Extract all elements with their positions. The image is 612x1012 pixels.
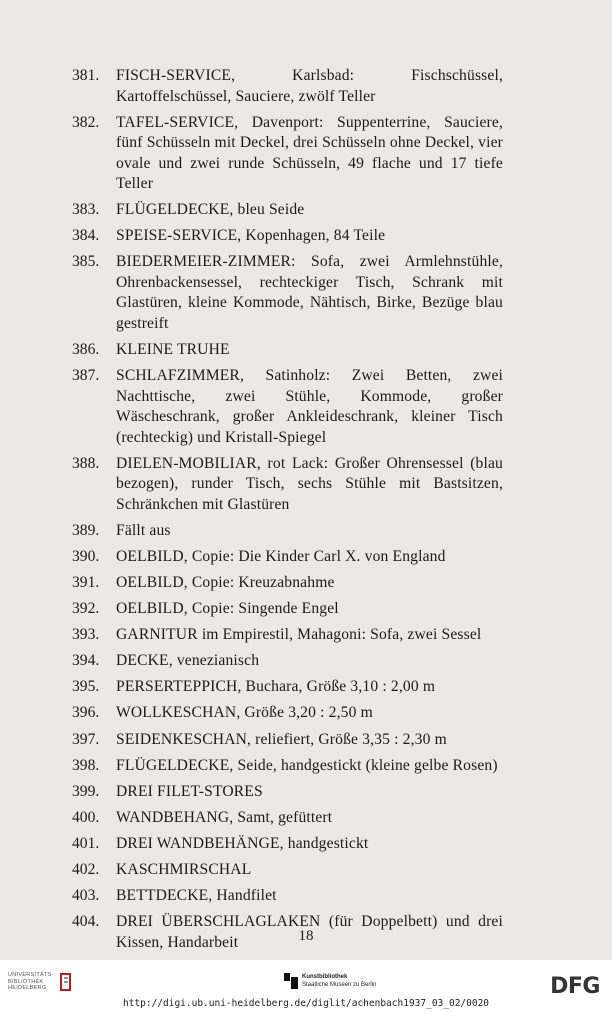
catalog-entry	[0, 200, 612, 221]
catalog-entry	[0, 521, 612, 542]
catalog-entry	[0, 547, 612, 568]
catalog-entry	[0, 625, 612, 646]
catalog-entry	[0, 886, 612, 907]
entry-number: 401.	[72, 834, 100, 852]
entry-description: SCHLAFZIMMER, Satinholz: Zwei Betten, zwei Nachttische, zwei Stühle, Kommode, großer Wäscheschrank, großer Ankleideschrank, kleiner Tisch (rechteckig) und Kristall-Spiegel	[116, 367, 503, 446]
entry-number: 385.	[72, 253, 100, 271]
entry-number: 389.	[72, 521, 100, 539]
page-number: 18	[298, 928, 314, 944]
entry-description: DREI FILET-STORES	[116, 782, 263, 800]
entry-description: SPEISE-SERVICE, Kopenhagen, 84 Teile	[116, 227, 386, 245]
entry-number: 404.	[72, 913, 100, 931]
university-logo-line2: BIBLIOTHEK	[8, 978, 44, 985]
entry-number: 402.	[72, 860, 100, 878]
entry-description: FLÜGELDECKE, Seide, handgestickt (kleine gelbe Rosen)	[116, 756, 498, 774]
entry-description: OELBILD, Copie: Die Kinder Carl X. von England	[116, 547, 446, 565]
entry-description: SEIDENKESCHAN, reliefiert, Größe 3,35 : 2,30 m	[116, 730, 447, 748]
catalog-entry	[0, 860, 612, 881]
entry-description: GARNITUR im Empirestil, Mahagoni: Sofa, zwei Sessel	[116, 626, 482, 644]
catalog-entry	[0, 252, 612, 334]
entry-description: WANDBEHANG, Samt, gefüttert	[116, 808, 333, 826]
entry-number: 397.	[72, 730, 100, 748]
entry-number: 390.	[72, 547, 100, 565]
catalog-entry	[0, 651, 612, 672]
entry-number: 395.	[72, 678, 100, 696]
catalog-entry	[0, 340, 612, 361]
entry-description: KLEINE TRUHE	[116, 340, 230, 358]
catalog-entry	[0, 113, 612, 195]
university-logo-line1: UNIVERSITÄTS-	[8, 972, 54, 978]
kunstbibliothek-mark-icon	[284, 973, 298, 989]
entry-description: DREI ÜBERSCHLAGLAKEN (für Doppelbett) und drei Kissen, Handarbeit	[116, 913, 503, 951]
entry-number: 400.	[72, 808, 100, 826]
entry-description: Fällt aus	[116, 521, 171, 539]
catalog-entry	[0, 703, 612, 724]
catalog-entry	[0, 834, 612, 855]
viewer-footer	[0, 960, 612, 1012]
entry-description: PERSERTEPPICH, Buchara, Größe 3,10 : 2,00 m	[116, 678, 436, 696]
catalog-entry	[0, 782, 612, 803]
entry-number: 383.	[72, 201, 100, 219]
university-library-logo[interactable]	[8, 972, 54, 992]
catalog-entry	[0, 677, 612, 698]
entry-number: 381.	[72, 67, 100, 84]
entry-number: 394.	[72, 652, 100, 670]
entry-number: 382.	[72, 113, 100, 131]
university-logo-line3: HEIDELBERG	[8, 985, 47, 991]
entry-number: 391.	[72, 573, 100, 591]
entry-description: BIEDERMEIER-ZIMMER: Sofa, zwei Armlehnstühle, Ohrenbackensessel, rechteckiger Tisch, Schrank mit Glastüren, kleine Kommode, Nähtisch, Birke, Bezüge blau gestreift	[116, 253, 503, 332]
entry-number: 393.	[72, 626, 100, 644]
entry-number: 396.	[72, 704, 100, 722]
entry-description: OELBILD, Copie: Kreuzabnahme	[116, 573, 335, 591]
entry-number: 388.	[72, 454, 100, 472]
kunstbibliothek-name: Kunstbibliothek	[302, 974, 348, 980]
entry-number: 392.	[72, 600, 100, 618]
entry-number: 398.	[72, 756, 100, 774]
dfg-logo[interactable]: DFG	[550, 974, 600, 999]
catalog-entry	[0, 756, 612, 777]
entry-description: DECKE, venezianisch	[116, 652, 260, 670]
catalog-entry	[0, 599, 612, 620]
catalog-entry-list	[0, 66, 612, 959]
catalog-entry	[0, 730, 612, 751]
entry-number: 387.	[72, 367, 100, 385]
permalink-url[interactable]: http://digi.ub.uni-heidelberg.de/diglit/achenbach1937_03_02/0020	[122, 998, 490, 1009]
entry-number: 384.	[72, 227, 100, 245]
entry-description: DIELEN-MOBILIAR, rot Lack: Großer Ohrensessel (blau bezogen), runder Tisch, sechs Stühle mit Bastsitzen, Schränkchen mit Glastüren	[116, 454, 503, 513]
entry-description: FISCH-SERVICE, Karlsbad: Fischschüssel, Kartoffelschüssel, Sauciere, zwölf Teller	[116, 67, 503, 105]
kunstbibliothek-logo[interactable]	[284, 973, 376, 989]
entry-description: TAFEL-SERVICE, Davenport: Suppenterrine, Sauciere, fünf Schüsseln mit Deckel, drei Schüsseln ohne Deckel, vier ovale und zwei runde Schüsseln, 49 flache und 17 tiefe Teller	[116, 113, 503, 193]
catalog-entry	[0, 573, 612, 594]
entry-description: DREI WANDBEHÄNGE, handgestickt	[116, 834, 369, 852]
entry-description: KASCHMIRSCHAL	[116, 860, 252, 878]
catalog-entry	[0, 66, 612, 107]
catalog-entry	[0, 808, 612, 829]
entry-description: FLÜGELDECKE, bleu Seide	[116, 201, 305, 219]
kunstbibliothek-subtitle: Staatliche Museen zu Berlin	[302, 982, 377, 988]
entry-number: 403.	[72, 887, 100, 905]
catalog-entry	[0, 226, 612, 247]
entry-description: BETTDECKE, Handfilet	[116, 887, 277, 905]
catalog-entry	[0, 366, 612, 448]
entry-number: 399.	[72, 782, 100, 800]
catalog-entry	[0, 454, 612, 516]
university-seal-icon	[58, 972, 72, 992]
entry-description: OELBILD, Copie: Singende Engel	[116, 600, 339, 618]
entry-number: 386.	[72, 340, 100, 358]
entry-description: WOLLKESCHAN, Größe 3,20 : 2,50 m	[116, 704, 373, 722]
